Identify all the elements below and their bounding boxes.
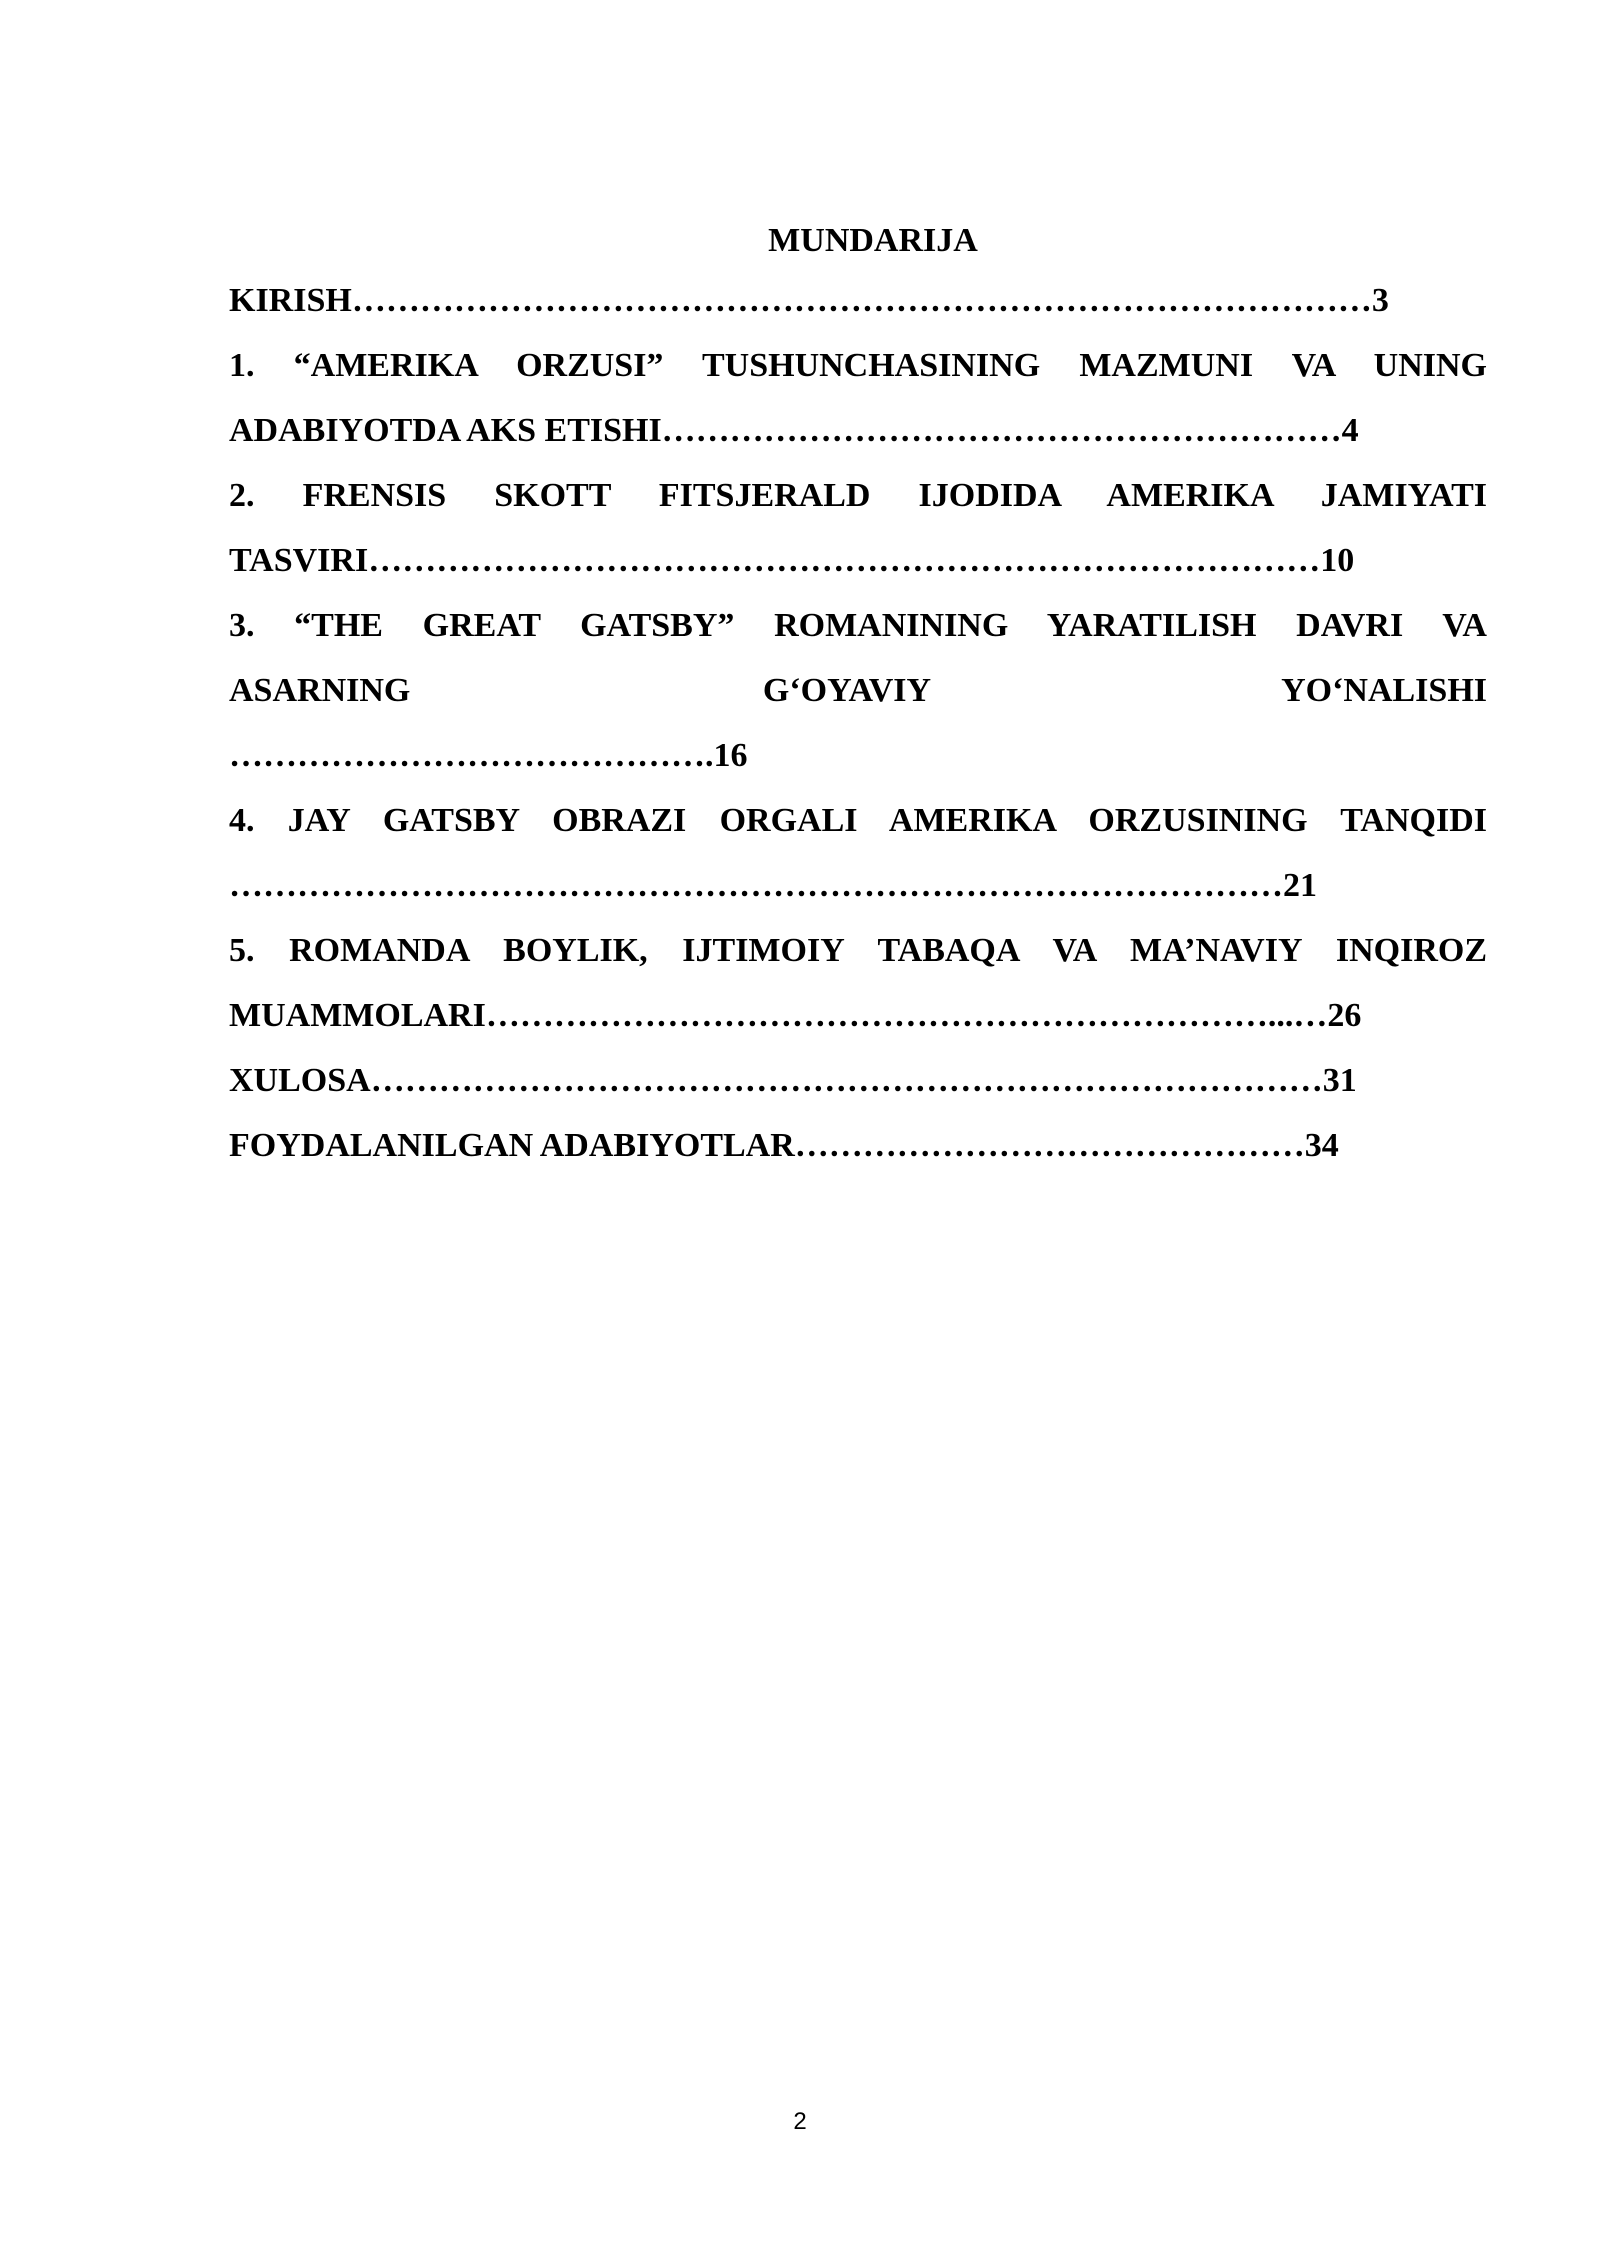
toc-entry-4-line-1: 4. JAY GATSBY OBRAZI ORGALI AMERIKA ORZUSINING TANQIDI: [229, 802, 1487, 839]
toc-title: MUNDARIJA: [768, 222, 978, 259]
toc-entry-3-line-3: …………………………………….16: [229, 737, 748, 774]
table-of-contents: [229, 214, 1487, 1178]
toc-entry-4-line-2: …………………………………………………………………………………21: [229, 867, 1317, 904]
page-number: 2: [793, 2108, 807, 2135]
toc-entry-2-line-2: TASVIRI…………………………………………………………………………10: [229, 542, 1355, 579]
toc-entry-references: FOYDALANILGAN ADABIYOTLAR………………………………………34: [229, 1127, 1339, 1164]
toc-entry-kirish: KIRISH………………………………………………………………………………3: [229, 282, 1389, 319]
toc-entry-5-line-1: 5. ROMANDA BOYLIK, IJTIMOIY TABAQA VA MA’NAVIY INQIROZ: [229, 932, 1487, 969]
toc-entry-3-line-1: 3. “THE GREAT GATSBY” ROMANINING YARATILISH DAVRI VA: [229, 607, 1487, 644]
toc-entry-1-line-1: 1. “AMERIKA ORZUSI” TUSHUNCHASINING MAZMUNI VA UNING: [229, 347, 1487, 384]
toc-entry-xulosa: XULOSA…………………………………………………………………………31: [229, 1062, 1357, 1099]
toc-entry-2-line-1: 2. FRENSIS SKOTT FITSJERALD IJODIDA AMERIKA JAMIYATI: [229, 477, 1487, 514]
toc-entry-3-line-2: ASARNING G‘OYAVIY YO‘NALISHI: [229, 672, 1487, 709]
toc-entry-5-line-2: MUAMMOLARI……………………………………………………………...…26: [229, 997, 1362, 1034]
toc-entry-1-line-2: ADABIYOTDA AKS ETISHI……………………………………………………4: [229, 412, 1359, 449]
